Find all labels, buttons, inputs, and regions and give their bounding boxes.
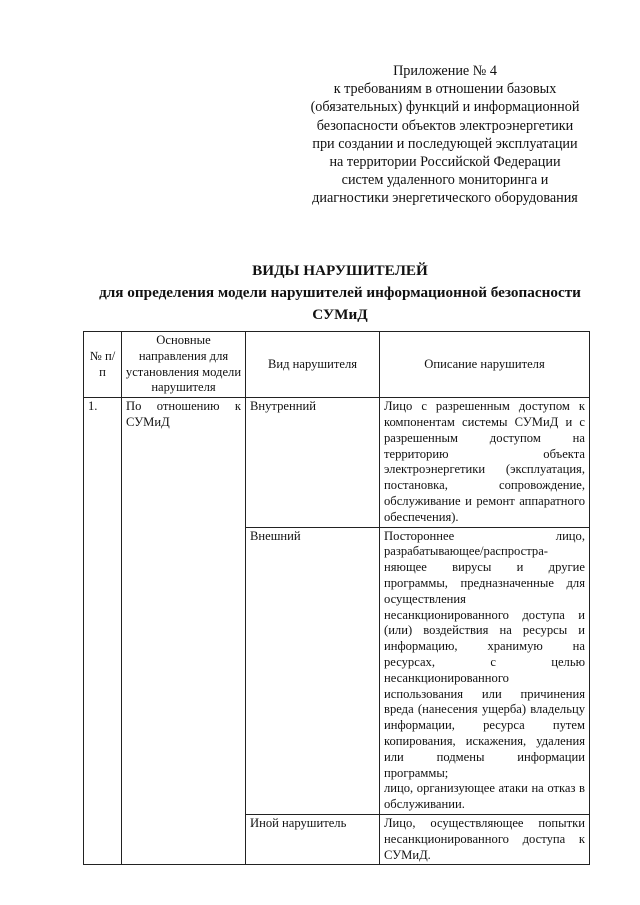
violator-type: Иной нарушитель: [246, 814, 380, 864]
violator-description: Постороннее лицо, разрабатывающее/распростра- няющее вирусы и другие программы, предназначенные для осуществления несанкционированного доступа и (или) воздействия на ресурсы и информацию, хранимую на ресурсах, с целью несанкционированного использования или причинения вреда (нанесения ущерба) владельцу информации, ресурса путем копирования, искажения, удаления или подмены информации программы; лицо, организующее атаки на отказ в обслуживании.: [380, 527, 590, 814]
appendix-line: безопасности объектов электроэнергетики: [316, 117, 574, 134]
title-line-2: для определения модели нарушителей информационной безопасности: [99, 284, 581, 301]
violators-table: [83, 331, 590, 865]
table-header-row: [84, 332, 590, 398]
appendix-line: систем удаленного мониторинга и: [341, 172, 549, 189]
violator-description: Лицо с разрешенным доступом к компонентам системы СУМиД и с разрешенным доступом на территорию объекта электроэнергетики (эксплуатация, постановка, сопровождение, обслуживание и ремонт аппаратного обеспечения).: [380, 398, 590, 527]
appendix-line: на территории Российской Федерации: [329, 154, 561, 171]
appendix-line: к требованиям в отношении базовых: [333, 81, 557, 98]
appendix-line: при создании и последующей эксплуатации: [312, 135, 578, 152]
title-line-1: ВИДЫ НАРУШИТЕЛЕЙ: [252, 262, 428, 279]
table-row: [84, 398, 590, 527]
title-line-3: СУМиД: [312, 306, 368, 323]
appendix-header: [290, 62, 600, 208]
appendix-line: (обязательных) функций и информационной: [310, 99, 580, 116]
header-num: № п/п: [84, 332, 122, 398]
header-description: Описание нарушителя: [380, 332, 590, 398]
header-direction: Основные направления для установления модели нарушителя: [122, 332, 246, 398]
violator-description: Лицо, осуществляющее попытки несанкционированного доступа к СУМиД.: [380, 814, 590, 864]
appendix-line: Приложение № 4: [393, 63, 497, 79]
row-direction: По отношению к СУМиД: [122, 398, 246, 865]
row-num: 1.: [84, 398, 122, 865]
violator-type: Внешний: [246, 527, 380, 814]
appendix-line: диагностики энергетического оборудования: [312, 190, 578, 207]
header-type: Вид нарушителя: [246, 332, 380, 398]
violator-type: Внутренний: [246, 398, 380, 527]
document-title: [40, 260, 640, 326]
